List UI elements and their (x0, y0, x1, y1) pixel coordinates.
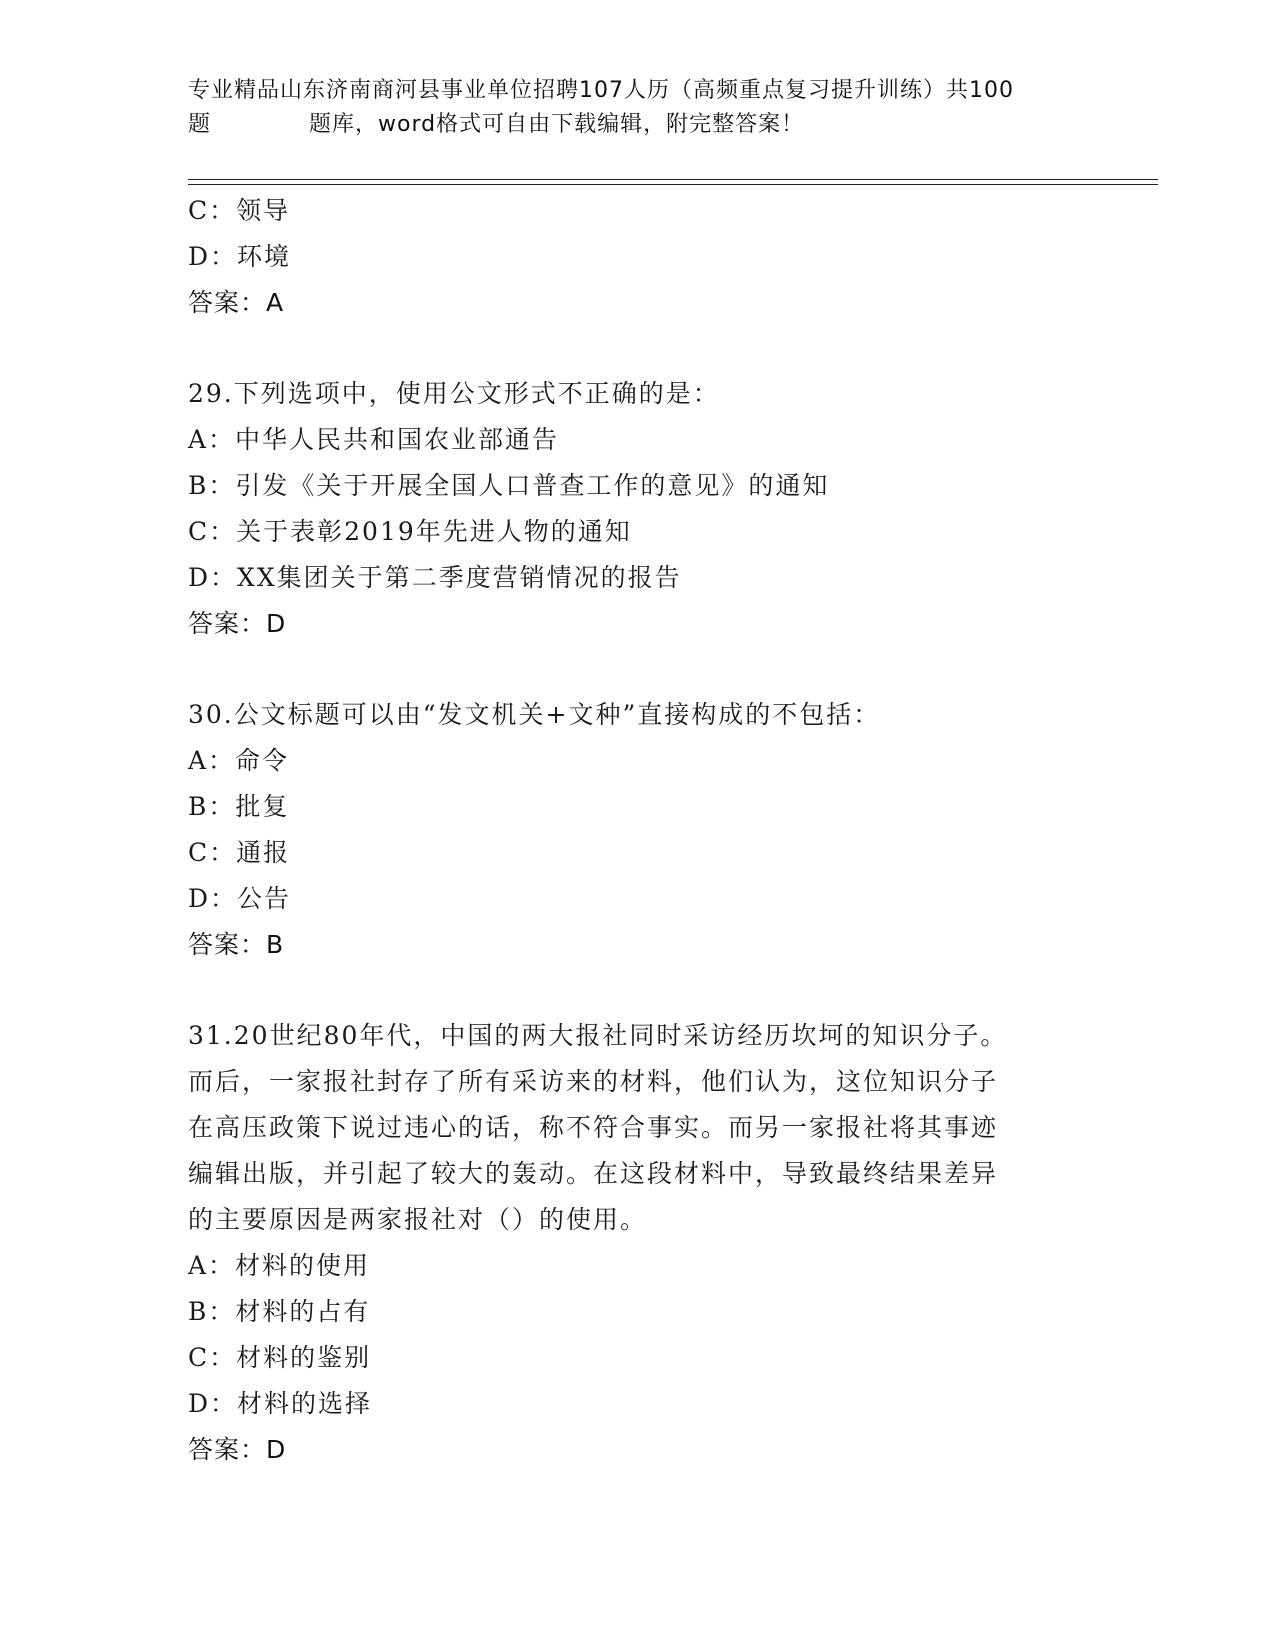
answer: 答案：A (188, 288, 285, 317)
option-c: C：领导 (188, 196, 291, 225)
question-stem-line: 在高压政策下说过违心的话，称不符合事实。而另一家报社将其事迹 (188, 1113, 999, 1142)
question-stem: 30.公文标题可以由“发文机关+文种”直接构成的不包括： (188, 700, 881, 729)
answer: 答案：B (188, 930, 285, 959)
previous-question-tail (188, 188, 1088, 326)
spacer (188, 647, 1088, 692)
answer: 答案：D (188, 1435, 287, 1464)
spacer (188, 326, 1088, 371)
option-d: D：材料的选择 (188, 1389, 373, 1418)
option-d: D：公告 (188, 884, 292, 913)
option-c: C：材料的鉴别 (188, 1343, 372, 1372)
document-title-lead: 题 (188, 112, 212, 137)
question-31 (188, 1013, 1088, 1473)
option-d: D：环境 (188, 242, 292, 271)
answer: 答案：D (188, 609, 287, 638)
document-title-rest: 题库，word格式可自由下载编辑，附完整答案！ (309, 112, 805, 137)
question-29 (188, 371, 1088, 647)
question-stem-line: 而后，一家报社封存了所有采访来的材料，他们认为，这位知识分子 (188, 1067, 999, 1096)
option-b: B：材料的占有 (188, 1297, 371, 1326)
option-a: A：命令 (188, 746, 290, 775)
document-title-line-2 (188, 108, 1088, 142)
option-b: B：批复 (188, 792, 290, 821)
question-stem-line: 31.20世纪80年代，中国的两大报社同时采访经历坎坷的知识分子。 (188, 1021, 1008, 1050)
question-content (188, 188, 1088, 1473)
page-header (188, 74, 1088, 142)
question-stem-line: 的主要原因是两家报社对（）的使用。 (188, 1205, 648, 1234)
question-stem: 29.下列选项中，使用公文形式不正确的是： (188, 379, 720, 408)
header-double-rule (188, 179, 1158, 185)
option-c: C：通报 (188, 838, 291, 867)
question-30 (188, 692, 1088, 968)
option-b: B：引发《关于开展全国人口普查工作的意见》的通知 (188, 471, 830, 500)
option-a: A：中华人民共和国农业部通告 (188, 425, 560, 454)
question-stem-line: 编辑出版，并引起了较大的轰动。在这段材料中，导致最终结果差异 (188, 1159, 999, 1188)
option-a: A：材料的使用 (188, 1251, 371, 1280)
document-title-line-1: 专业精品山东济南商河县事业单位招聘107人历（高频重点复习提升训练）共100 (188, 78, 1014, 103)
option-c: C：关于表彰2019年先进人物的通知 (188, 517, 632, 546)
option-d: D：XX集团关于第二季度营销情况的报告 (188, 563, 682, 592)
spacer (188, 968, 1088, 1013)
